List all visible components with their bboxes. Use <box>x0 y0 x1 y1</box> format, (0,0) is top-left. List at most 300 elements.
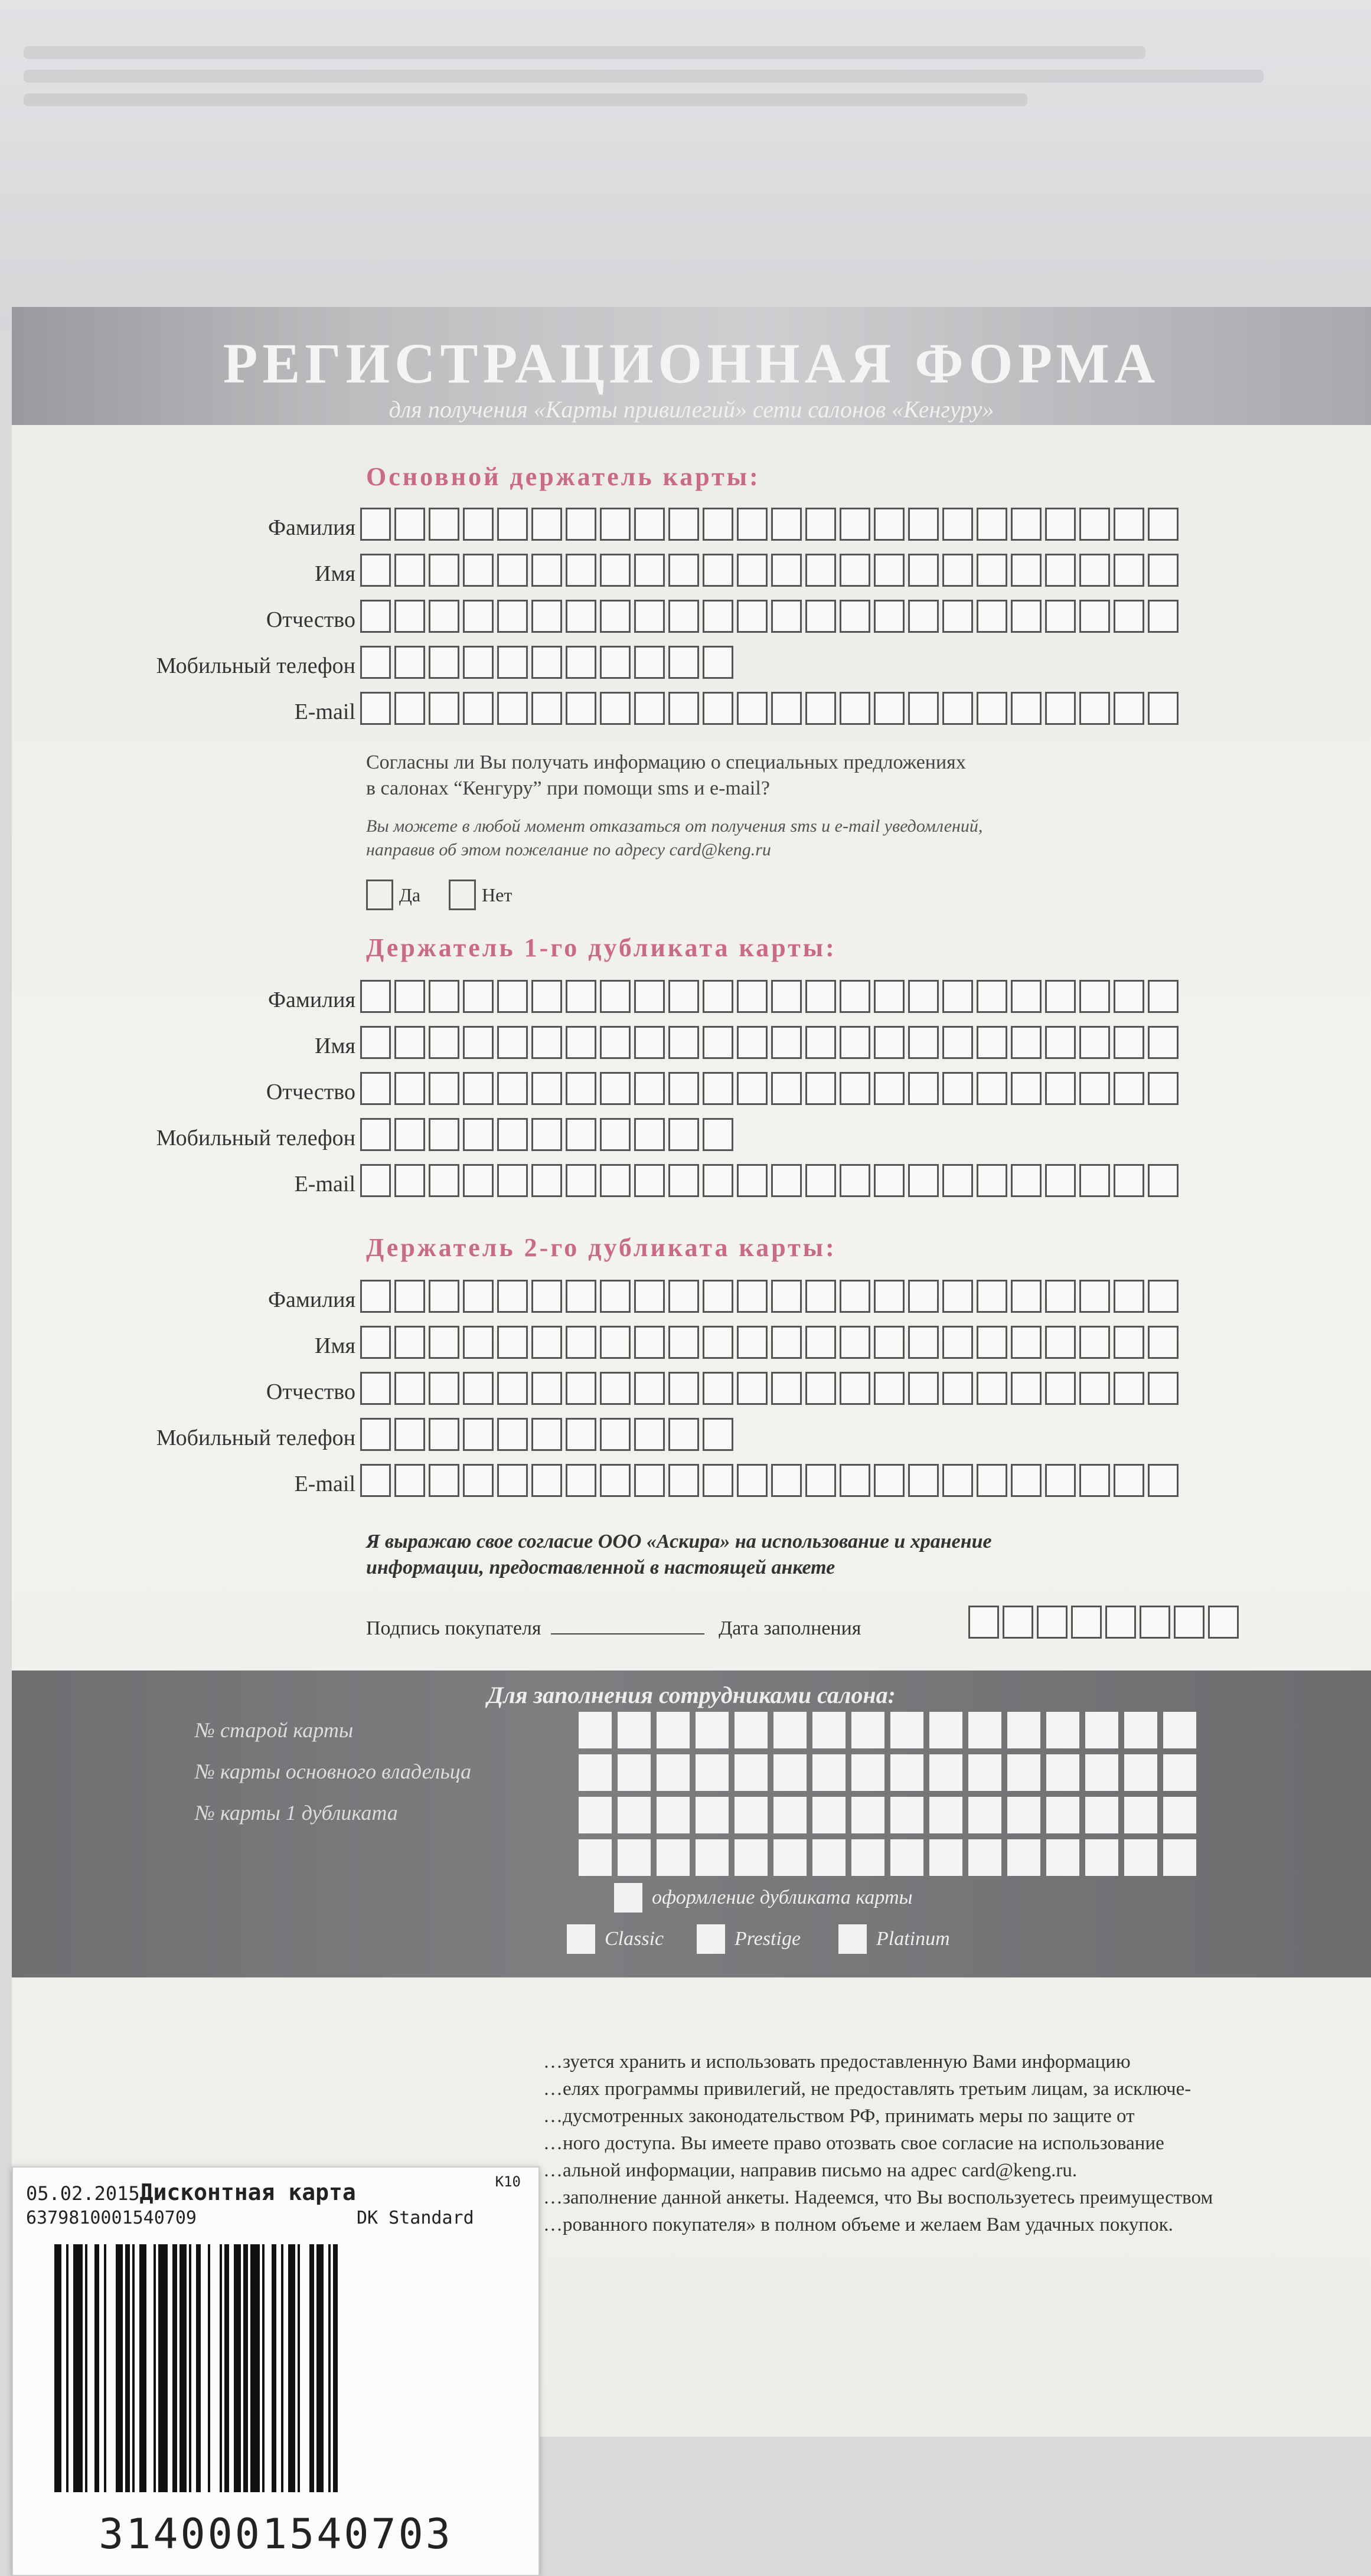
char-box[interactable] <box>977 508 1007 541</box>
char-box[interactable] <box>394 980 425 1013</box>
char-box[interactable] <box>942 980 973 1013</box>
char-box[interactable] <box>1148 1372 1179 1405</box>
char-box[interactable] <box>771 554 802 587</box>
char-box[interactable] <box>429 1118 459 1151</box>
char-box[interactable] <box>394 1372 425 1405</box>
patronymic-input[interactable] <box>360 600 1179 633</box>
char-box[interactable] <box>942 1072 973 1105</box>
char-box[interactable] <box>531 508 562 541</box>
char-box[interactable] <box>463 508 494 541</box>
char-box[interactable] <box>737 554 768 587</box>
char-box[interactable] <box>360 1026 391 1059</box>
char-box[interactable] <box>497 646 528 679</box>
char-box[interactable] <box>1114 1280 1144 1313</box>
grid-cell[interactable] <box>851 1797 884 1833</box>
grid-cell[interactable] <box>890 1712 923 1748</box>
dup2-email-input[interactable] <box>360 1464 1179 1497</box>
char-box[interactable] <box>394 600 425 633</box>
grid-cell[interactable] <box>696 1754 729 1791</box>
char-box[interactable] <box>977 1464 1007 1497</box>
char-box[interactable] <box>1011 554 1042 587</box>
char-box[interactable] <box>840 600 870 633</box>
char-box[interactable] <box>874 1464 905 1497</box>
char-box[interactable] <box>874 1326 905 1359</box>
grid-cell[interactable] <box>1085 1754 1118 1791</box>
char-box[interactable] <box>874 692 905 725</box>
char-box[interactable] <box>429 600 459 633</box>
char-box[interactable] <box>531 1072 562 1105</box>
char-box[interactable] <box>634 1072 665 1105</box>
grid-cell[interactable] <box>1007 1797 1040 1833</box>
char-box[interactable] <box>600 1164 631 1197</box>
grid-cell[interactable] <box>929 1839 962 1876</box>
grid-cell[interactable] <box>968 1797 1001 1833</box>
char-box[interactable] <box>668 1326 699 1359</box>
char-box[interactable] <box>463 646 494 679</box>
char-box[interactable] <box>703 646 733 679</box>
tier-prestige-option[interactable] <box>697 1924 801 1954</box>
char-box[interactable] <box>1011 1326 1042 1359</box>
char-box[interactable] <box>737 1072 768 1105</box>
char-box[interactable] <box>668 980 699 1013</box>
char-box[interactable] <box>668 1418 699 1451</box>
char-box[interactable] <box>737 1464 768 1497</box>
char-box[interactable] <box>668 1280 699 1313</box>
char-box[interactable] <box>668 1072 699 1105</box>
grid-cell[interactable] <box>657 1839 690 1876</box>
char-box[interactable] <box>908 1072 939 1105</box>
char-box[interactable] <box>634 1326 665 1359</box>
char-box[interactable] <box>497 1118 528 1151</box>
grid-cell[interactable] <box>812 1712 846 1748</box>
char-box[interactable] <box>942 692 973 725</box>
grid-cell[interactable] <box>890 1839 923 1876</box>
char-box[interactable] <box>497 1372 528 1405</box>
char-box[interactable] <box>1011 692 1042 725</box>
char-box[interactable] <box>977 1280 1007 1313</box>
char-box[interactable] <box>394 646 425 679</box>
char-box[interactable] <box>394 1326 425 1359</box>
char-box[interactable] <box>977 692 1007 725</box>
grid-cell[interactable] <box>812 1797 846 1833</box>
grid-cell[interactable] <box>1163 1754 1196 1791</box>
char-box[interactable] <box>600 646 631 679</box>
char-box[interactable] <box>1114 1326 1144 1359</box>
char-box[interactable] <box>1011 1280 1042 1313</box>
char-box[interactable] <box>968 1606 999 1639</box>
char-box[interactable] <box>771 1326 802 1359</box>
char-box[interactable] <box>394 1164 425 1197</box>
char-box[interactable] <box>1148 1164 1179 1197</box>
grid-cell[interactable] <box>618 1797 651 1833</box>
char-box[interactable] <box>600 1280 631 1313</box>
grid-cell[interactable] <box>1085 1839 1118 1876</box>
char-box[interactable] <box>1079 1072 1110 1105</box>
char-box[interactable] <box>360 692 391 725</box>
char-box[interactable] <box>600 1072 631 1105</box>
grid-cell[interactable] <box>968 1754 1001 1791</box>
char-box[interactable] <box>703 1326 733 1359</box>
grid-cell[interactable] <box>929 1797 962 1833</box>
char-box[interactable] <box>566 600 596 633</box>
char-box[interactable] <box>1045 1326 1076 1359</box>
char-box[interactable] <box>394 1026 425 1059</box>
char-box[interactable] <box>668 1464 699 1497</box>
grid-cell[interactable] <box>735 1839 768 1876</box>
char-box[interactable] <box>429 980 459 1013</box>
char-box[interactable] <box>429 1418 459 1451</box>
char-box[interactable] <box>668 646 699 679</box>
grid-cell[interactable] <box>696 1839 729 1876</box>
char-box[interactable] <box>874 1026 905 1059</box>
date-input[interactable] <box>968 1606 1239 1639</box>
grid-cell[interactable] <box>1046 1754 1079 1791</box>
char-box[interactable] <box>908 692 939 725</box>
dup1-mobile-input[interactable] <box>360 1118 733 1151</box>
char-box[interactable] <box>874 600 905 633</box>
char-box[interactable] <box>429 1280 459 1313</box>
char-box[interactable] <box>840 508 870 541</box>
char-box[interactable] <box>668 554 699 587</box>
grid-cell[interactable] <box>968 1712 1001 1748</box>
char-box[interactable] <box>1148 692 1179 725</box>
char-box[interactable] <box>463 1164 494 1197</box>
char-box[interactable] <box>634 980 665 1013</box>
grid-cell[interactable] <box>773 1712 807 1748</box>
char-box[interactable] <box>1148 1280 1179 1313</box>
char-box[interactable] <box>463 1118 494 1151</box>
grid-cell[interactable] <box>657 1712 690 1748</box>
char-box[interactable] <box>771 1164 802 1197</box>
char-box[interactable] <box>737 600 768 633</box>
char-box[interactable] <box>531 646 562 679</box>
char-box[interactable] <box>1071 1606 1102 1639</box>
grid-cell[interactable] <box>890 1754 923 1791</box>
char-box[interactable] <box>531 1164 562 1197</box>
char-box[interactable] <box>1148 600 1179 633</box>
char-box[interactable] <box>1011 980 1042 1013</box>
char-box[interactable] <box>942 1372 973 1405</box>
char-box[interactable] <box>394 1418 425 1451</box>
first-name-input[interactable] <box>360 554 1179 587</box>
char-box[interactable] <box>942 1280 973 1313</box>
char-box[interactable] <box>703 1372 733 1405</box>
char-box[interactable] <box>1045 508 1076 541</box>
char-box[interactable] <box>1140 1606 1170 1639</box>
char-box[interactable] <box>1079 980 1110 1013</box>
char-box[interactable] <box>463 1326 494 1359</box>
char-box[interactable] <box>703 1418 733 1451</box>
dup1-first-name-input[interactable] <box>360 1026 1179 1059</box>
mobile-input[interactable] <box>360 646 733 679</box>
char-box[interactable] <box>360 1372 391 1405</box>
char-box[interactable] <box>1079 692 1110 725</box>
char-box[interactable] <box>531 1418 562 1451</box>
char-box[interactable] <box>600 1118 631 1151</box>
char-box[interactable] <box>566 1072 596 1105</box>
char-box[interactable] <box>908 980 939 1013</box>
char-box[interactable] <box>737 1280 768 1313</box>
char-box[interactable] <box>566 1026 596 1059</box>
char-box[interactable] <box>703 980 733 1013</box>
char-box[interactable] <box>566 554 596 587</box>
char-box[interactable] <box>737 1372 768 1405</box>
dup2-patronymic-input[interactable] <box>360 1372 1179 1405</box>
char-box[interactable] <box>977 1072 1007 1105</box>
char-box[interactable] <box>668 1118 699 1151</box>
char-box[interactable] <box>1114 1026 1144 1059</box>
char-box[interactable] <box>942 1326 973 1359</box>
grid-cell[interactable] <box>618 1839 651 1876</box>
char-box[interactable] <box>977 1026 1007 1059</box>
grid-cell[interactable] <box>1163 1797 1196 1833</box>
char-box[interactable] <box>429 1464 459 1497</box>
grid-cell[interactable] <box>890 1797 923 1833</box>
char-box[interactable] <box>874 1072 905 1105</box>
char-box[interactable] <box>634 1372 665 1405</box>
char-box[interactable] <box>874 1280 905 1313</box>
grid-cell[interactable] <box>851 1712 884 1748</box>
char-box[interactable] <box>1011 1372 1042 1405</box>
char-box[interactable] <box>394 692 425 725</box>
char-box[interactable] <box>360 1164 391 1197</box>
grid-cell[interactable] <box>735 1797 768 1833</box>
char-box[interactable] <box>1037 1606 1068 1639</box>
char-box[interactable] <box>771 1280 802 1313</box>
char-box[interactable] <box>429 1326 459 1359</box>
char-box[interactable] <box>1003 1606 1033 1639</box>
char-box[interactable] <box>429 1026 459 1059</box>
char-box[interactable] <box>874 1164 905 1197</box>
char-box[interactable] <box>360 1118 391 1151</box>
char-box[interactable] <box>668 1372 699 1405</box>
char-box[interactable] <box>1105 1606 1136 1639</box>
char-box[interactable] <box>1079 508 1110 541</box>
char-box[interactable] <box>566 1280 596 1313</box>
char-box[interactable] <box>874 1372 905 1405</box>
grid-cell[interactable] <box>618 1754 651 1791</box>
char-box[interactable] <box>463 1280 494 1313</box>
char-box[interactable] <box>942 600 973 633</box>
char-box[interactable] <box>497 508 528 541</box>
char-box[interactable] <box>805 1464 836 1497</box>
dup2-mobile-input[interactable] <box>360 1418 733 1451</box>
char-box[interactable] <box>634 1418 665 1451</box>
char-box[interactable] <box>668 1164 699 1197</box>
char-box[interactable] <box>634 508 665 541</box>
char-box[interactable] <box>429 646 459 679</box>
char-box[interactable] <box>1114 508 1144 541</box>
char-box[interactable] <box>531 692 562 725</box>
char-box[interactable] <box>805 692 836 725</box>
char-box[interactable] <box>394 1280 425 1313</box>
char-box[interactable] <box>805 1326 836 1359</box>
char-box[interactable] <box>531 600 562 633</box>
char-box[interactable] <box>394 554 425 587</box>
char-box[interactable] <box>600 692 631 725</box>
char-box[interactable] <box>1079 1464 1110 1497</box>
char-box[interactable] <box>600 1464 631 1497</box>
char-box[interactable] <box>497 1326 528 1359</box>
char-box[interactable] <box>1045 1164 1076 1197</box>
char-box[interactable] <box>463 692 494 725</box>
char-box[interactable] <box>1079 554 1110 587</box>
grid-cell[interactable] <box>579 1712 612 1748</box>
char-box[interactable] <box>566 692 596 725</box>
dup1-patronymic-input[interactable] <box>360 1072 1179 1105</box>
char-box[interactable] <box>908 1464 939 1497</box>
char-box[interactable] <box>531 1372 562 1405</box>
char-box[interactable] <box>908 1164 939 1197</box>
char-box[interactable] <box>463 1418 494 1451</box>
char-box[interactable] <box>771 980 802 1013</box>
grid-cell[interactable] <box>618 1712 651 1748</box>
char-box[interactable] <box>840 1372 870 1405</box>
char-box[interactable] <box>1011 508 1042 541</box>
char-box[interactable] <box>429 1372 459 1405</box>
char-box[interactable] <box>360 554 391 587</box>
char-box[interactable] <box>840 554 870 587</box>
char-box[interactable] <box>531 1280 562 1313</box>
char-box[interactable] <box>908 1280 939 1313</box>
grid-cell[interactable] <box>1046 1712 1079 1748</box>
char-box[interactable] <box>942 1464 973 1497</box>
grid-cell[interactable] <box>657 1754 690 1791</box>
char-box[interactable] <box>531 554 562 587</box>
char-box[interactable] <box>703 1464 733 1497</box>
grid-cell[interactable] <box>1124 1797 1157 1833</box>
char-box[interactable] <box>805 1372 836 1405</box>
grid-cell[interactable] <box>696 1797 729 1833</box>
grid-cell[interactable] <box>1007 1754 1040 1791</box>
char-box[interactable] <box>840 1326 870 1359</box>
char-box[interactable] <box>668 508 699 541</box>
char-box[interactable] <box>908 600 939 633</box>
char-box[interactable] <box>942 508 973 541</box>
grid-cell[interactable] <box>696 1712 729 1748</box>
char-box[interactable] <box>1208 1606 1239 1639</box>
char-box[interactable] <box>429 1072 459 1105</box>
grid-cell[interactable] <box>812 1839 846 1876</box>
char-box[interactable] <box>874 554 905 587</box>
char-box[interactable] <box>771 508 802 541</box>
grid-cell[interactable] <box>773 1797 807 1833</box>
char-box[interactable] <box>703 600 733 633</box>
grid-cell[interactable] <box>579 1839 612 1876</box>
grid-cell[interactable] <box>1085 1712 1118 1748</box>
char-box[interactable] <box>600 508 631 541</box>
char-box[interactable] <box>497 1464 528 1497</box>
char-box[interactable] <box>531 1026 562 1059</box>
char-box[interactable] <box>1114 1372 1144 1405</box>
char-box[interactable] <box>634 1118 665 1151</box>
char-box[interactable] <box>394 1072 425 1105</box>
char-box[interactable] <box>463 980 494 1013</box>
grid-cell[interactable] <box>1046 1839 1079 1876</box>
char-box[interactable] <box>1045 692 1076 725</box>
char-box[interactable] <box>394 1118 425 1151</box>
char-box[interactable] <box>1045 1280 1076 1313</box>
char-box[interactable] <box>497 600 528 633</box>
char-box[interactable] <box>634 554 665 587</box>
char-box[interactable] <box>429 554 459 587</box>
char-box[interactable] <box>634 600 665 633</box>
char-box[interactable] <box>840 1072 870 1105</box>
char-box[interactable] <box>360 1464 391 1497</box>
dup1-last-name-input[interactable] <box>360 980 1179 1013</box>
char-box[interactable] <box>1114 692 1144 725</box>
char-box[interactable] <box>703 508 733 541</box>
char-box[interactable] <box>1011 1464 1042 1497</box>
grid-cell[interactable] <box>1163 1712 1196 1748</box>
char-box[interactable] <box>394 1464 425 1497</box>
char-box[interactable] <box>1079 1026 1110 1059</box>
card-number-grid[interactable] <box>579 1712 1196 1876</box>
char-box[interactable] <box>566 1164 596 1197</box>
char-box[interactable] <box>394 508 425 541</box>
grid-cell[interactable] <box>1046 1797 1079 1833</box>
grid-cell[interactable] <box>1085 1797 1118 1833</box>
char-box[interactable] <box>360 980 391 1013</box>
char-box[interactable] <box>634 646 665 679</box>
char-box[interactable] <box>531 1326 562 1359</box>
char-box[interactable] <box>1045 600 1076 633</box>
char-box[interactable] <box>908 508 939 541</box>
char-box[interactable] <box>600 1372 631 1405</box>
grid-cell[interactable] <box>657 1797 690 1833</box>
char-box[interactable] <box>429 508 459 541</box>
char-box[interactable] <box>1045 980 1076 1013</box>
char-box[interactable] <box>737 980 768 1013</box>
char-box[interactable] <box>908 554 939 587</box>
char-box[interactable] <box>771 1372 802 1405</box>
char-box[interactable] <box>566 508 596 541</box>
char-box[interactable] <box>497 1280 528 1313</box>
char-box[interactable] <box>1079 600 1110 633</box>
char-box[interactable] <box>634 1280 665 1313</box>
last-name-input[interactable] <box>360 508 1179 541</box>
char-box[interactable] <box>1079 1164 1110 1197</box>
char-box[interactable] <box>566 1326 596 1359</box>
char-box[interactable] <box>668 1026 699 1059</box>
char-box[interactable] <box>600 554 631 587</box>
char-box[interactable] <box>840 1280 870 1313</box>
grid-cell[interactable] <box>579 1797 612 1833</box>
char-box[interactable] <box>463 554 494 587</box>
char-box[interactable] <box>908 1026 939 1059</box>
char-box[interactable] <box>566 980 596 1013</box>
char-box[interactable] <box>360 508 391 541</box>
char-box[interactable] <box>703 1280 733 1313</box>
char-box[interactable] <box>429 1164 459 1197</box>
grid-cell[interactable] <box>1007 1839 1040 1876</box>
char-box[interactable] <box>942 554 973 587</box>
char-box[interactable] <box>1045 1372 1076 1405</box>
char-box[interactable] <box>600 1418 631 1451</box>
char-box[interactable] <box>805 980 836 1013</box>
char-box[interactable] <box>531 1464 562 1497</box>
char-box[interactable] <box>737 1164 768 1197</box>
dup2-last-name-input[interactable] <box>360 1280 1179 1313</box>
char-box[interactable] <box>531 980 562 1013</box>
char-box[interactable] <box>805 600 836 633</box>
char-box[interactable] <box>1114 1164 1144 1197</box>
grid-cell[interactable] <box>812 1754 846 1791</box>
char-box[interactable] <box>840 1164 870 1197</box>
char-box[interactable] <box>737 1026 768 1059</box>
char-box[interactable] <box>908 1372 939 1405</box>
char-box[interactable] <box>360 1072 391 1105</box>
